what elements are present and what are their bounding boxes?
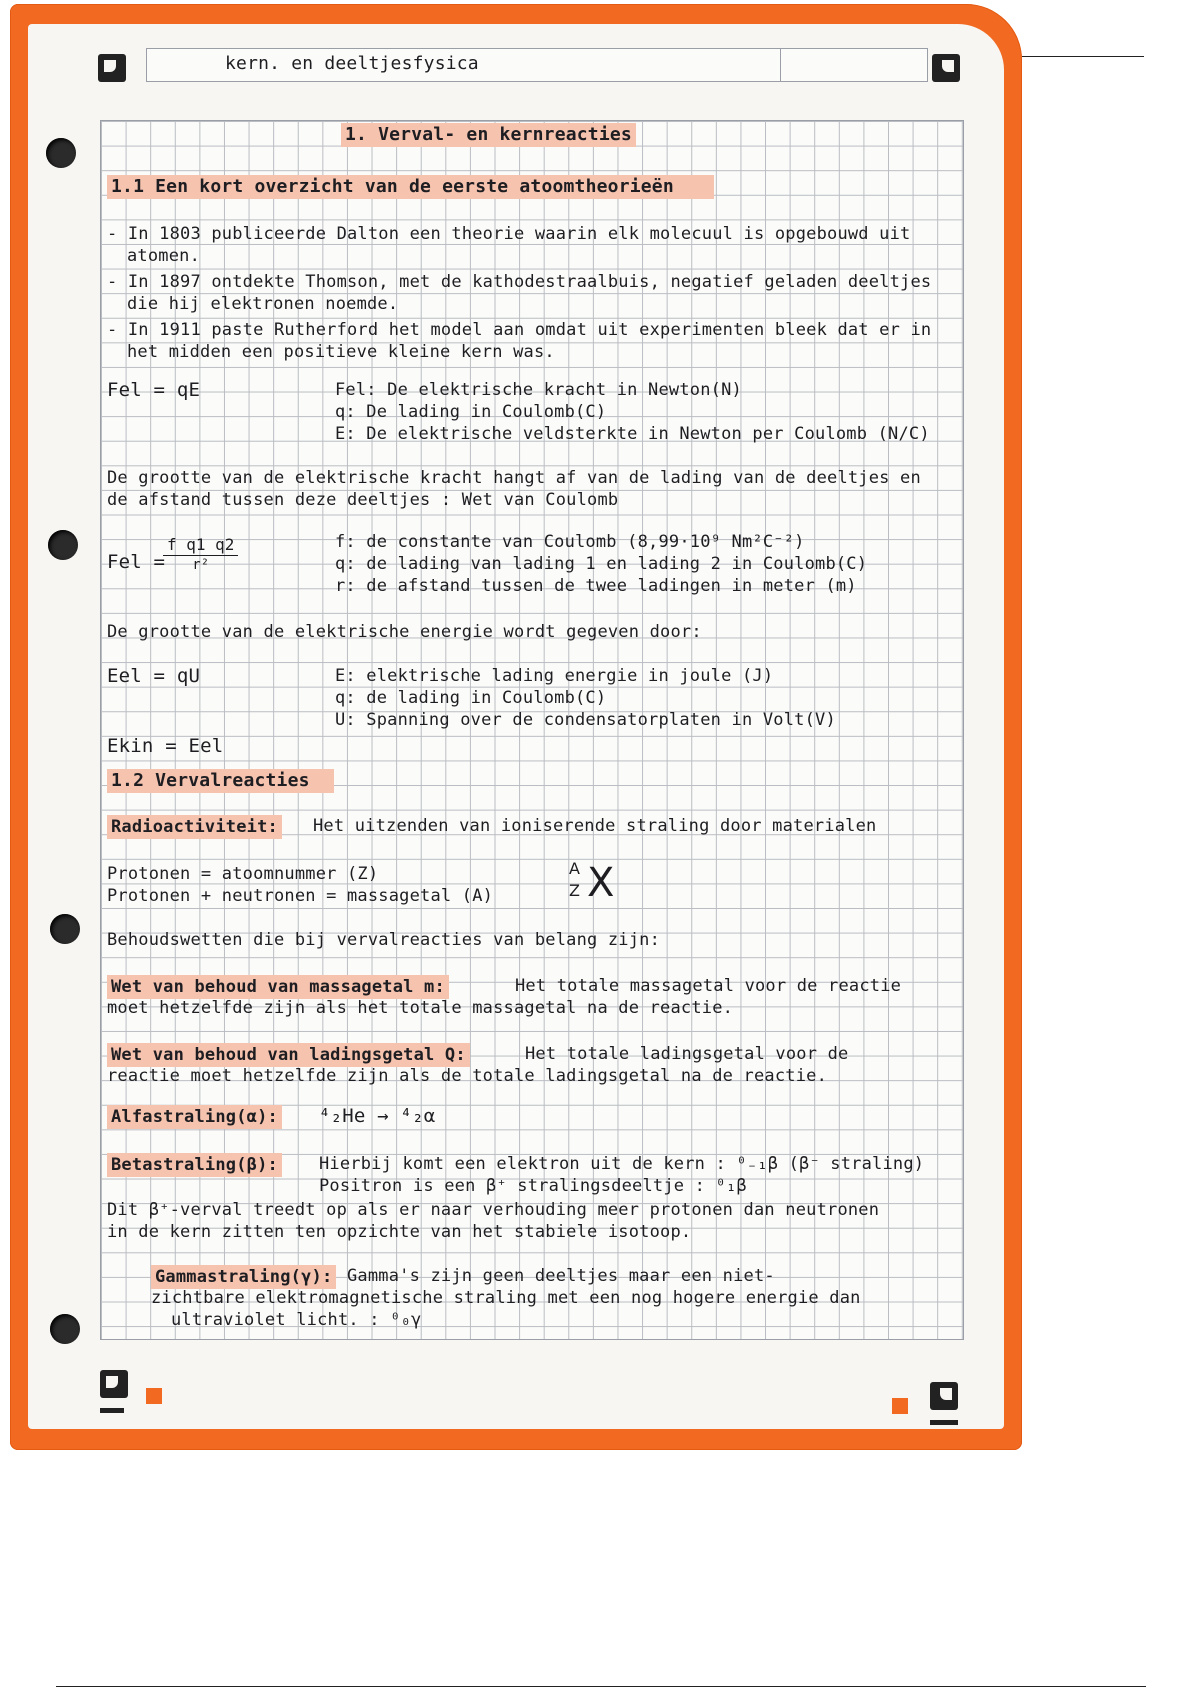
radioactivity-text: Het uitzenden van ioniserende straling door materialen [313,816,877,836]
bullet-3-line-1: - In 1911 paste Rutherford het model aan omdat uit experimenten bleek dat er in [107,320,932,340]
beta-term: Betastraling(β): [107,1153,282,1177]
formula-force: Fel = qE [107,379,201,401]
gamma-text-2: zichtbare elektromagnetische straling met een nog hogere energie dan [151,1288,861,1308]
conservation-intro: Behoudswetten die bij vervalreacties van belang zijn: [107,930,661,950]
law-charge-text-2: reactie moet hetzelfde zijn als de totale ladingsgetal na de reactie. [107,1066,828,1086]
dash-marker-bottom-right [930,1420,958,1425]
binder-hole-4 [50,1314,80,1344]
energy-legend-2: q: de lading in Coulomb(C) [335,688,607,708]
coulomb-numerator: f q1 q2 [163,535,238,556]
corner-marker-top-left-icon [98,54,126,82]
binder-hole-2 [48,530,78,560]
chapter-title: 1. Verval- en kernreacties [341,123,636,147]
coulomb-lhs: Fel = [107,551,166,573]
coulomb-intro-line-2: de afstand tussen deze deeltjes : Wet van Coulomb [107,490,619,510]
force-legend-3: E: De elektrische veldsterkte in Newton per Coulomb (N/C) [335,424,930,444]
coulomb-legend-1: f: de constante van Coulomb (8,99·10⁹ Nm²C⁻²) [335,532,805,552]
bullet-1-line-2: atomen. [127,246,201,266]
section2-title: 1.2 Vervalreacties [107,769,334,793]
alpha-reaction: ⁴₂He → ⁴₂α [319,1105,436,1127]
paper [28,24,1004,1429]
gamma-text-3: ultraviolet licht. : ⁰₀γ [171,1310,422,1330]
mass-number-a: A [569,859,580,878]
bottom-rule [56,1686,1146,1687]
gamma-term: Gammastraling(γ): [151,1265,336,1289]
beta-text-2: Positron is een β⁺ stralingsdeeltje : ⁰₁β [319,1176,747,1196]
binder-hole-3 [50,914,80,944]
formula-ekin: Ekin = Eel [107,735,224,757]
orange-square-right [892,1398,908,1414]
law-charge-term: Wet van behoud van ladingsgetal Q: [107,1043,470,1067]
law-charge-text-1: Het totale ladingsgetal voor de [525,1044,849,1064]
corner-marker-top-right-icon [932,54,960,82]
corner-marker-bottom-left-icon [100,1370,128,1398]
energy-intro: De grootte van de elektrische energie wordt gegeven door: [107,622,702,642]
law-mass-term: Wet van behoud van massagetal m: [107,975,449,999]
grid-area [100,120,964,1340]
nuclide-notation [567,859,627,909]
bullet-2-line-1: - In 1897 ontdekte Thomson, met de kathodestraalbuis, negatief geladen deeltjes [107,272,932,292]
energy-legend-1: E: elektrische lading energie in joule (J) [335,666,774,686]
bullet-2-line-2: die hij elektronen noemde. [127,294,399,314]
section1-title: 1.1 Een kort overzicht van de eerste atoomtheorieën [107,175,714,199]
coulomb-fraction [163,535,238,574]
coulomb-legend-2: q: de lading van lading 1 en lading 2 in Coulomb(C) [335,554,868,574]
radioactivity-term: Radioactiviteit: [107,815,282,839]
formula-energy: Eel = qU [107,665,201,687]
coulomb-intro-line-1: De grootte van de elektrische kracht hangt af van de lading van de deeltjes en [107,468,921,488]
beta-plus-text-2: in de kern zitten ten opzichte van het stabiele isotoop. [107,1222,692,1242]
alpha-term: Alfastraling(α): [107,1105,282,1129]
header-title: kern. en deeltjesfysica [225,53,479,74]
force-legend-2: q: De lading in Coulomb(C) [335,402,607,422]
notebook-sheet [10,4,1022,1450]
bullet-3-line-2: het midden een positieve kleine kern was. [127,342,555,362]
gamma-text-1: Gamma's zijn geen deeltjes maar een niet- [347,1266,775,1286]
protons-line: Protonen = atoomnummer (Z) [107,864,379,884]
top-right-rule [1022,56,1144,57]
beta-plus-text-1: Dit β⁺-verval treedt op als er naar verhouding meer protonen dan neutronen [107,1200,880,1220]
orange-square-left [146,1388,162,1404]
bullet-1-line-1: - In 1803 publiceerde Dalton een theorie waarin elk molecuul is opgebouwd uit [107,224,911,244]
force-legend-1: Fel: De elektrische kracht in Newton(N) [335,380,742,400]
energy-legend-3: U: Spanning over de condensatorplaten in Volt(V) [335,710,836,730]
law-mass-text-2: moet hetzelfde zijn als het totale massagetal na de reactie. [107,998,734,1018]
beta-text-1: Hierbij komt een elektron uit de kern : ⁰₋₁β (β⁻ straling) [319,1154,925,1174]
coulomb-denominator: r² [192,557,210,573]
header-box [146,48,928,82]
dash-marker-bottom-left [100,1408,124,1413]
corner-marker-bottom-right-icon [930,1382,958,1410]
law-mass-text-1: Het totale massagetal voor de reactie [515,976,902,996]
header-date-box [780,49,927,81]
coulomb-legend-3: r: de afstand tussen de twee ladingen in meter (m) [335,576,857,596]
atomic-number-z: Z [569,881,580,900]
element-symbol-x: X [587,860,615,906]
nucleons-line: Protonen + neutronen = massagetal (A) [107,886,494,906]
binder-hole-1 [46,138,76,168]
